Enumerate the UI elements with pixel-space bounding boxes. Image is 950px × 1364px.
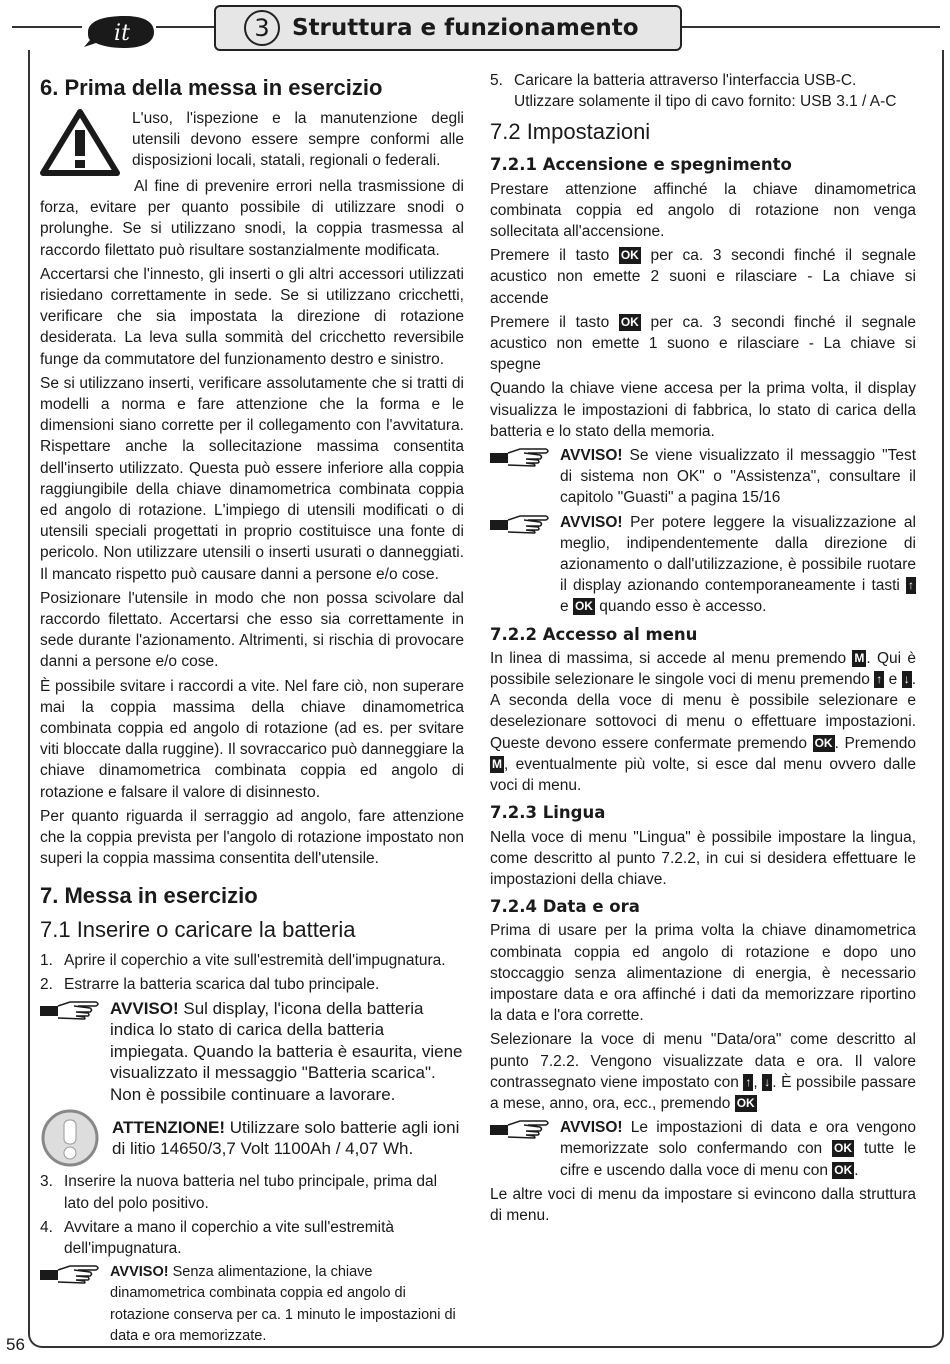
section-header <box>214 5 682 51</box>
text: per ca. 3 secondi finché il segnale acustico non emette 2 suoni e rilasciare - La chiave si accende <box>490 247 916 307</box>
page-number: 56 <box>6 1335 25 1354</box>
note-label: AVVISO! <box>560 1119 623 1137</box>
text: Selezionare la voce di menu "Data/ora" come descritto al punto 7.2.2. Vengono visualizzate data e ora. Il valore contrassegnato viene impostato con <box>490 1031 916 1091</box>
menu-key-icon: M <box>854 650 865 665</box>
text: , <box>753 1073 758 1091</box>
list-item-text: Avvitare a mano il coperchio a vite sull'estremità dell'impugnatura. <box>64 1218 395 1258</box>
header-rule-right <box>678 26 940 28</box>
caution <box>40 1108 464 1168</box>
text: . Qui è possibile selezionare le singole voci di menu premendo <box>490 649 916 689</box>
list-item: 3. Inserire la nuova batteria nel tubo principale, prima dal lato del polo positivo. <box>40 1171 464 1213</box>
text: . Premendo <box>834 734 916 752</box>
text: quando esso è accesso. <box>599 598 767 616</box>
left-column <box>40 70 464 1350</box>
note <box>490 512 916 618</box>
list-item: 5. Caricare la batteria attraverso l'interfaccia USB-C. Utlizzare solamente il tipo di cavo fornito: USB 3.1 / A-C <box>490 70 916 112</box>
arrow-up-key-icon: ↑ <box>745 1074 752 1089</box>
list-item-text: Estrarre la batteria scarica dal tubo principale. <box>64 975 380 993</box>
heading-7-2-1: 7.2.1 Accensione e spegnimento <box>490 155 792 175</box>
pointing-hand-icon <box>40 1262 100 1284</box>
heading-7: 7. Messa in esercizio <box>40 882 258 908</box>
heading-7-2-2: 7.2.2 Accesso al menu <box>490 624 698 644</box>
text: tutte le cifre e uscendo dalla voce di menu con <box>560 1140 916 1179</box>
warning-triangle-icon <box>40 108 120 176</box>
paragraph: Quando la chiave viene accesa per la prima volta, il display visualizza le impostazioni di fabbrica, lo stato di carica della batteria e lo stato della memoria. <box>490 380 916 440</box>
caution-text: Utilizzare solo batterie agli ioni di litio 14650/3,7 Volt 1100Ah / 4,07 Wh. <box>112 1117 460 1159</box>
ok-key-icon: OK <box>834 1141 853 1156</box>
text: . <box>854 1161 859 1179</box>
note-text: Le impostazioni di data e ora vengono memorizzate solo confermando con <box>560 1119 916 1158</box>
language-badge <box>82 14 156 50</box>
language-code: it <box>114 21 130 46</box>
text: In linea di massima, si accede al menu premendo <box>490 649 847 667</box>
paragraph: Nella voce di menu "Lingua" è possibile impostare la lingua, come descritto al punto 7.2.2, in cui si desidera effettuare le impostazioni della chiave. <box>490 828 916 888</box>
pointing-hand-icon <box>490 445 550 467</box>
note <box>40 1262 464 1347</box>
heading-7-2-3: 7.2.3 Lingua <box>490 803 606 823</box>
warning-text-2: Al fine di prevenire errori nella trasmissione di forza, evitare per quanto possibile di utilizzare snodi o prolunghe. Se si utilizzano snodi, la coppia trasmessa al raccordo filettato può risultare sostanzialmente modificata. <box>40 178 464 259</box>
header-rule-left <box>12 26 82 28</box>
note-text: Senza alimentazione, la chiave dinamometrica combinata coppia ed angolo di rotazione conserva per ca. 1 minuto le impostazioni di data e ora memorizzate. <box>110 1264 456 1344</box>
text: . A seconda della voce di menu è possibile selezionare e deselezionare sottovoci di menu o effettuare impostazioni. Queste devono essere confermate premendo <box>490 671 917 752</box>
ok-key-icon: OK <box>814 735 833 750</box>
ok-key-icon: OK <box>574 599 593 614</box>
note-label: AVVISO! <box>560 447 623 465</box>
list-item: 1. Aprire il coperchio a vite sull'estremità dell'impugnatura. <box>40 950 464 971</box>
heading-7-2-4: 7.2.4 Data e ora <box>490 897 640 917</box>
list-item: 4. Avvitare a mano il coperchio a vite sull'estremità dell'impugnatura. <box>40 1217 464 1259</box>
heading-7-1: 7.1 Inserire o caricare la batteria <box>40 916 356 942</box>
text: Premere il tasto <box>490 313 610 331</box>
section-number: 3 <box>244 10 280 46</box>
list-item-text: Inserire la nuova batteria nel tubo principale, prima dal lato del polo positivo. <box>64 1173 438 1212</box>
heading-7-2: 7.2 Impostazioni <box>490 119 651 145</box>
note-text: Sul display, l'icona della batteria indica lo stato di carica della batteria impiegata. Quando la batteria è esaurita, viene visualizzato il messaggio "Batteria scarica". Non è possibile continuare a lavorare. <box>110 998 463 1104</box>
paragraph: Le altre voci di menu da impostare si evincono dalla struttura di menu. <box>490 1185 916 1224</box>
note <box>40 998 464 1106</box>
text: e <box>560 598 569 616</box>
arrow-down-key-icon: ↓ <box>903 672 910 687</box>
note-label: AVVISO! <box>560 513 623 531</box>
note-text: Se viene visualizzato il messaggio "Test di sistema non OK" o "Assistenza", consultare il capitolo "Guasti" a pagina 15/16 <box>560 447 916 507</box>
ok-key-icon: OK <box>620 248 639 263</box>
menu-key-icon: M <box>492 756 502 771</box>
text: . È possibile passare a mese, anno, ora, ecc., premendo <box>490 1073 916 1112</box>
paragraph: Posizionare l'utensile in modo che non possa scivolare dal raccordo filettato. Accertarsi che esso sia correttamente in sede durante l'azionamento. Altrimenti, si rischia di provocare danni a persone e/o cose. <box>40 589 464 671</box>
paragraph <box>490 312 916 376</box>
list-item-text: Aprire il coperchio a vite sull'estremità dell'impugnatura. <box>64 951 446 969</box>
text: per ca. 3 secondi finché il segnale acustico non emette 1 suono e rilasciare - La chiave si spegne <box>490 313 916 374</box>
note <box>490 445 916 509</box>
header-rule-mid <box>156 26 214 28</box>
note-text: Per potere leggere la visualizzazione al meglio, indipendentemente dalla direzione di azionamento o dall'utilizzazione, è possibile ruotare il display azionando contemporaneamente i tasti <box>560 513 916 595</box>
note-label: AVVISO! <box>110 1264 169 1281</box>
ok-key-icon: OK <box>834 1162 853 1177</box>
caution-circle-icon <box>40 1108 100 1168</box>
paragraph: È possibile svitare i raccordi a vite. Nel fare ciò, non superare mai la coppia massima della chiave dinamometrica combinata coppia ed angolo di rotazione (ad es. per svitare viti bloccate dalla ruggine). Il sovraccarico può danneggiare la chiave dinamometrica combinata coppia ed angolo di rotazione e falsare il valore di disinnesto. <box>40 677 464 801</box>
paragraph: Accertarsi che l'innesto, gli inserti o gli altri accessori utilizzati risiedano correttamente in sede. Se si utilizzano cricchetti, verificare che sia impostata la direzione di rotazione desiderata. La leva sulla sommità del cricchetto reversibile funge da commutatore del funzionamento destro e sinistro. <box>40 265 464 368</box>
paragraph <box>490 1029 916 1114</box>
pointing-hand-icon <box>490 512 550 534</box>
list-item: 2. Estrarre la batteria scarica dal tubo principale. <box>40 974 464 995</box>
paragraph: Prestare attenzione affinché la chiave dinamometrica combinata coppia ed angolo di rotazione non venga sollecitata all'accensione. <box>490 180 916 241</box>
heading-6: 6. Prima della messa in esercizio <box>40 75 383 100</box>
pointing-hand-icon <box>490 1117 550 1139</box>
section-title: Struttura e funzionamento <box>292 15 639 41</box>
warning-text-1: L'uso, l'ispezione e la manutenzione degli utensili devono essere sempre conformi alle disposizioni locali, statali, regionali o federali. <box>132 110 464 170</box>
ok-key-icon: OK <box>736 1095 755 1110</box>
paragraph: Per quanto riguarda il serraggio ad angolo, fare attenzione che la coppia prevista per l'angolo di rotazione impostato non superi la coppia massima consentita dell'utensile. <box>40 807 464 868</box>
ok-key-icon: OK <box>620 314 639 329</box>
right-column <box>490 70 916 1229</box>
caution-label: ATTENZIONE! <box>112 1117 226 1137</box>
paragraph: Se si utilizzano inserti, verificare assolutamente che si tratti di modelli a norma e fare attenzione che la forma e le dimensioni siano corrette per il collegamento con l'avvitatura. Rispettare anche la sollecitazione massima consentita dell'inserto utilizzato. Questa può essere inferiore alla coppia raggiungibile della chiave dinamometrica combinata coppia ed angolo di rotazione. L'impiego di utensili modificati o di utensili speciali progettati in proprio costituisce una fonte di pericolo. Non utilizzare utensili o inserti usurati o danneggiati. Il mancato rispetto può causare danni a persone e/o cose. <box>40 374 464 583</box>
arrow-down-key-icon: ↓ <box>764 1074 771 1089</box>
paragraph: Prima di usare per la prima volta la chiave dinamometrica combinata coppia ed angolo di rotazione e dopo uno stoccaggio senza alimentazione di energia, è necessario impostare data e ora affinché i dati da memorizzare riportino la data e l'ora corrette. <box>490 922 916 1025</box>
pointing-hand-icon <box>40 998 100 1020</box>
arrow-up-key-icon: ↑ <box>876 672 883 687</box>
paragraph <box>490 648 916 796</box>
note <box>490 1117 916 1181</box>
arrow-up-key-icon: ↑ <box>908 578 914 593</box>
note-label: AVVISO! <box>110 998 179 1018</box>
text: e <box>888 671 898 689</box>
text: Premere il tasto <box>490 247 610 265</box>
paragraph <box>490 245 916 309</box>
text: , eventualmente più volte, si esce dal menu ovvero dalle voci di menu. <box>490 755 916 795</box>
list-item-text: Caricare la batteria attraverso l'interfaccia USB-C. Utlizzare solamente il tipo di cavo fornito: USB 3.1 / A-C <box>514 72 897 111</box>
